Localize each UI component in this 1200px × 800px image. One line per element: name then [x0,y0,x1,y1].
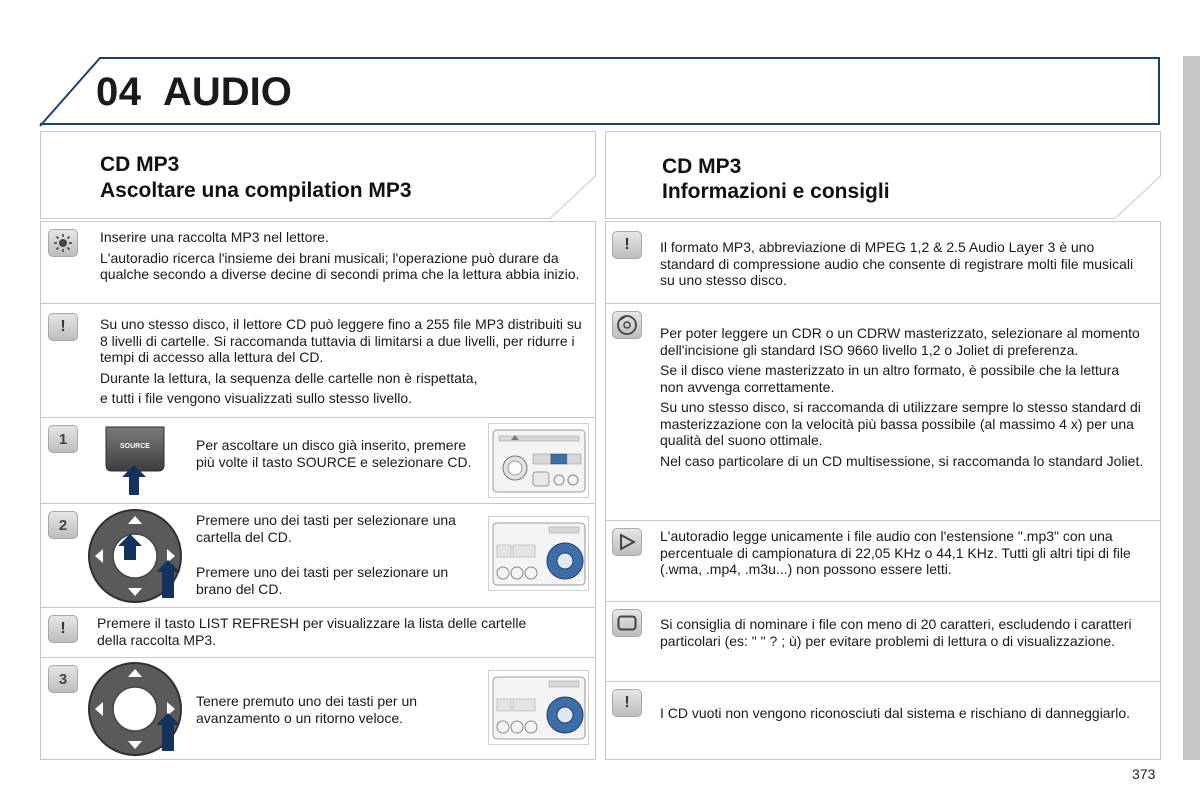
right-block2-p3: Su uno stesso disco, si raccomanda di utilizzare sempre lo stesso standard di masterizzazione con la velocità più bassa possibile (al massimo 4 x) per una qualità del suono ottimale. [660,399,1141,448]
info-line2: L'autoradio ricerca l'insieme dei brani musicali; l'operazione può durare da qualche secondo a diverse decine di secondi prima che la lettura abbia inizio. [100,249,580,282]
divider [40,417,596,418]
direction-pad-illustration [86,506,186,606]
warning-block-text [100,316,584,411]
screen-icon [612,609,642,637]
right-block1-text: Il formato MP3, abbreviazione di MPEG 1,2 & 2.5 Audio Layer 3 è uno standard di compressione audio che consente di registrare molti file musicali su uno stesso disco. [660,239,1134,288]
step2-text2: Premere uno dei tasti per selezionare un brano del CD. [196,564,449,597]
list-refresh-text: Premere il tasto LIST REFRESH per visualizzare la lista delle cartelle della raccolta MP3. [97,615,527,648]
step1-text: Per ascoltare un disco già inserito, premere più volte il tasto SOURCE e selezionare CD. [196,437,472,470]
step3-text: Tenere premuto uno dei tasti per un avanzamento o un ritorno veloce. [196,693,418,726]
right-title-line2: Informazioni e consigli [662,180,890,203]
divider [605,601,1161,602]
divider [40,303,596,304]
warning-line2: Durante la lettura, la sequenza delle cartelle non è rispettata, [100,369,478,386]
warning-icon: ! [48,615,78,643]
side-tab-strip [1183,56,1200,760]
warning-icon: ! [48,313,78,341]
right-title-line1: CD MP3 [662,155,742,178]
chapter-title: AUDIO [163,70,292,114]
radio-panel-illustration [488,423,589,498]
right-block2-text [660,325,1146,473]
source-button-illustration [100,425,170,497]
radio-panel-illustration [488,670,589,745]
right-block2-p1: Per poter leggere un CDR o un CDRW masterizzato, selezionare al momento dell'incisione gli standard ISO 9660 livello 1,2 o Joliet di preferenza. [660,325,1140,358]
warning-icon: ! [612,689,642,717]
warning-line1: Su uno stesso disco, il lettore CD può leggere fino a 255 file MP3 distribuiti su 8 livelli di cartelle. Si raccomanda tuttavia di limitarsi a due livelli, per ridurre i tempi di accesso alla lettura del CD. [100,316,582,365]
right-block5-text: I CD vuoti non vengono riconosciuti dal sistema e rischiano di danneggiarlo. [660,705,1131,721]
divider [40,657,596,658]
step2-text1: Premere uno dei tasti per selezionare una cartella del CD. [196,512,456,545]
disc-icon [612,311,642,339]
direction-pad-illustration [86,659,186,759]
divider [40,607,596,608]
right-block2-p4: Nel caso particolare di un CD multisessione, si raccomanda lo standard Joliet. [660,452,1144,469]
step-number: 3 [48,665,78,693]
step-number: 1 [48,425,78,453]
sun-icon [48,229,78,257]
step-number: 2 [48,511,78,539]
right-block3-text: L'autoradio legge unicamente i file audio con l'estensione ".mp3" con una percentuale di campionatura di 22,05 KHz o 44,1 KHz. Tutti gli altri tipi di file (.wma, .mp4, .m3u...) non possono essere letti. [660,528,1131,577]
left-title-line1: CD MP3 [100,153,180,176]
page-number: 373 [1132,766,1156,782]
divider [605,303,1161,304]
divider [40,503,596,504]
info-line1: Inserire una raccolta MP3 nel lettore. [100,229,329,245]
divider [605,681,1161,682]
play-icon [612,528,642,556]
warning-line3: e tutti i file vengono visualizzati sullo stesso livello. [100,390,413,406]
divider [605,520,1161,521]
chapter-number: 04 [96,70,142,114]
right-block4-text: Si consiglia di nominare i file con meno di 20 caratteri, escludendo i caratteri particolari (es: " " ? ; ù) per evitare problemi di lettura o di visualizzazione. [660,616,1132,649]
info-block-text [100,229,580,287]
left-title-line2: Ascoltare una compilation MP3 [100,179,412,202]
source-button-label: SOURCE [120,443,150,450]
right-block2-p2: Se il disco viene masterizzato in un altro formato, è possibile che la lettura non avvenga correttamente. [660,362,1120,395]
radio-panel-illustration [488,516,589,591]
warning-icon: ! [612,231,642,259]
right-content-frame [605,221,1161,760]
